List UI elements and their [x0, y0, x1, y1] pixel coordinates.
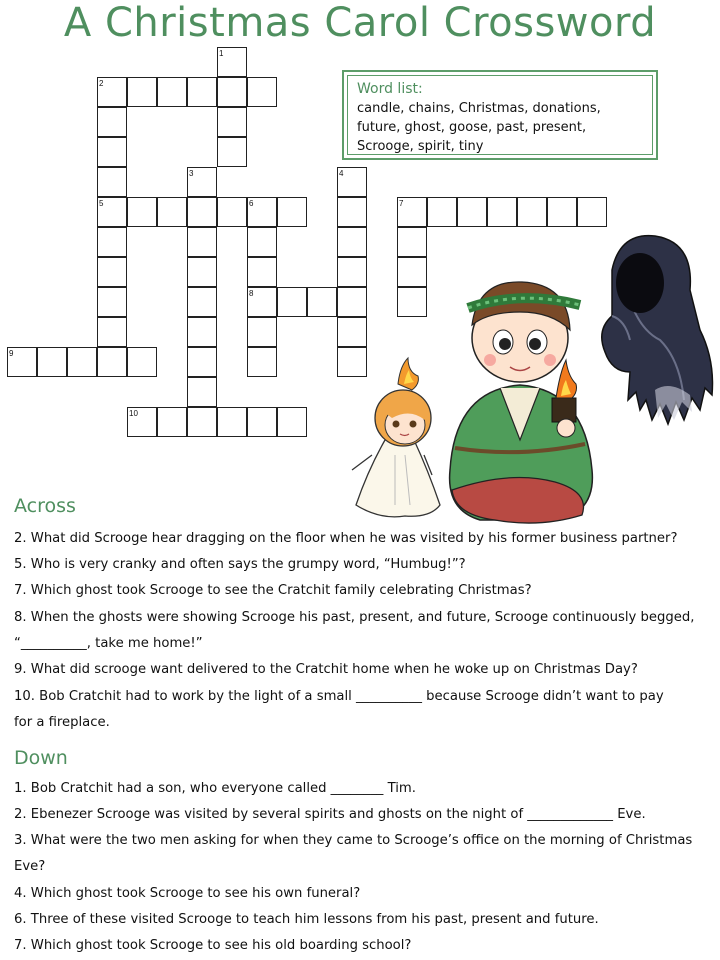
crossword-cell[interactable] [247, 77, 277, 107]
down-clue-1: 1. Bob Cratchit had a son, who everyone called ________ Tim. [14, 781, 416, 796]
down-clue-3-cont: Eve? [14, 859, 46, 874]
crossword-cell[interactable] [97, 227, 127, 257]
down-clue-3: 3. What were the two men asking for when they came to Scrooge’s office on the morning of Christmas [14, 833, 693, 848]
crossword-cell[interactable] [517, 197, 547, 227]
across-clue-2: 2. What did Scrooge hear dragging on the floor when he was visited by his former business partner? [14, 531, 678, 546]
down-clue-6: 6. Three of these visited Scrooge to teach him lessons from his past, present and future. [14, 912, 599, 927]
crossword-cell[interactable] [127, 197, 157, 227]
crossword-cell[interactable] [277, 407, 307, 437]
ghost-of-christmas-present [450, 282, 593, 523]
crossword-cell[interactable] [457, 197, 487, 227]
clue-number-7: 7 [399, 199, 404, 208]
word-list-title: Word list: [357, 81, 423, 97]
across-clue-10-cont: for a fireplace. [14, 715, 110, 730]
crossword-cell[interactable] [187, 197, 217, 227]
clue-number-6: 6 [249, 199, 254, 208]
crossword-cell[interactable] [217, 407, 247, 437]
crossword-cell[interactable] [217, 137, 247, 167]
crossword-cell[interactable] [217, 77, 247, 107]
crossword-cell[interactable] [157, 197, 187, 227]
crossword-cell[interactable] [277, 197, 307, 227]
down-clue-7: 7. Which ghost took Scrooge to see his old boarding school? [14, 938, 412, 953]
word-list-box [342, 70, 658, 160]
crossword-cell[interactable] [277, 287, 307, 317]
crossword-cell[interactable] [307, 287, 337, 317]
crossword-cell[interactable] [37, 347, 67, 377]
across-heading: Across [14, 495, 76, 517]
crossword-cell[interactable] [97, 347, 127, 377]
word-list-line: future, ghost, goose, past, present, [357, 120, 587, 135]
crossword-cell[interactable] [97, 257, 127, 287]
clue-number-1: 1 [219, 49, 224, 58]
crossword-cell[interactable] [97, 317, 127, 347]
clue-number-4: 4 [339, 169, 344, 178]
crossword-cell[interactable] [217, 197, 247, 227]
crossword-cell[interactable] [217, 107, 247, 137]
clue-number-9: 9 [9, 349, 14, 358]
clue-number-2: 2 [99, 79, 104, 88]
crossword-cell[interactable] [187, 377, 217, 407]
crossword-cell[interactable] [187, 347, 217, 377]
crossword-cell[interactable] [187, 77, 217, 107]
crossword-cell[interactable] [187, 257, 217, 287]
crossword-cell[interactable] [187, 287, 217, 317]
page-title: A Christmas Carol Crossword [63, 0, 657, 46]
across-clue-8-cont: “__________, take me home!” [14, 636, 203, 651]
crossword-cell[interactable] [127, 77, 157, 107]
clue-number-10: 10 [129, 409, 138, 418]
crossword-cell[interactable] [97, 167, 127, 197]
clue-number-8: 8 [249, 289, 254, 298]
crossword-cell[interactable] [187, 317, 217, 347]
across-clue-9: 9. What did scrooge want delivered to the Cratchit home when he woke up on Christmas Day? [14, 662, 638, 677]
crossword-cell[interactable] [247, 257, 277, 287]
word-list-line: candle, chains, Christmas, donations, [357, 101, 601, 116]
ghost-of-christmas-past [352, 358, 440, 517]
crossword-cell[interactable] [427, 197, 457, 227]
clue-number-3: 3 [189, 169, 194, 178]
crossword-cell[interactable] [577, 197, 607, 227]
down-heading: Down [14, 747, 68, 769]
crossword-cell[interactable] [547, 197, 577, 227]
ghost-yet-to-come [602, 236, 713, 424]
across-clue-5: 5. Who is very cranky and often says the grumpy word, “Humbug!”? [14, 557, 466, 572]
crossword-cell[interactable] [487, 197, 517, 227]
crossword-cell[interactable] [127, 347, 157, 377]
crossword-cell[interactable] [337, 197, 367, 227]
crossword-cell[interactable] [187, 407, 217, 437]
crossword-cell[interactable] [247, 227, 277, 257]
crossword-cell[interactable] [67, 347, 97, 377]
crossword-cell[interactable] [97, 287, 127, 317]
down-clue-4: 4. Which ghost took Scrooge to see his own funeral? [14, 886, 361, 901]
across-clue-8: 8. When the ghosts were showing Scrooge his past, present, and future, Scrooge continuously begged, [14, 610, 695, 625]
word-list-line: Scrooge, spirit, tiny [357, 139, 484, 154]
christmas-spirits-illustration [340, 228, 720, 528]
crossword-cell[interactable] [247, 407, 277, 437]
crossword-cell[interactable] [157, 77, 187, 107]
crossword-cell[interactable] [247, 347, 277, 377]
across-clue-10: 10. Bob Cratchit had to work by the light of a small __________ because Scrooge didn’t want to pay [14, 689, 664, 704]
clue-number-5: 5 [99, 199, 104, 208]
crossword-cell[interactable] [247, 317, 277, 347]
across-clue-7: 7. Which ghost took Scrooge to see the Cratchit family celebrating Christmas? [14, 583, 532, 598]
crossword-cell[interactable] [187, 227, 217, 257]
down-clue-2: 2. Ebenezer Scrooge was visited by several spirits and ghosts on the night of _____________ Eve. [14, 807, 646, 822]
crossword-cell[interactable] [97, 137, 127, 167]
crossword-cell[interactable] [157, 407, 187, 437]
crossword-cell[interactable] [97, 107, 127, 137]
